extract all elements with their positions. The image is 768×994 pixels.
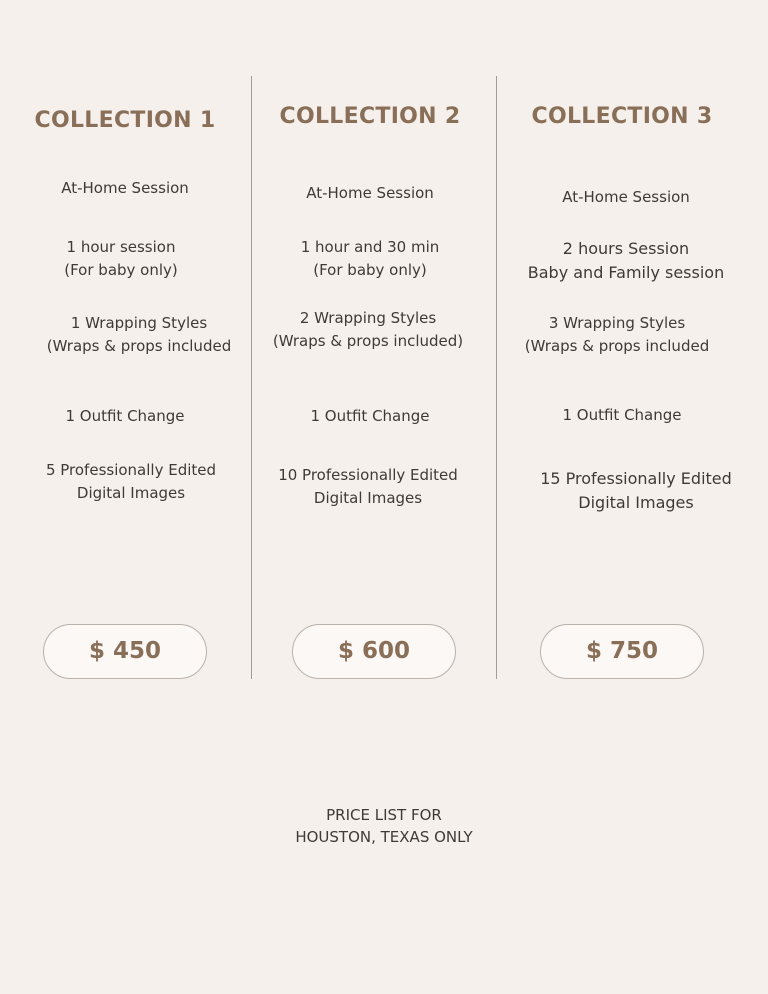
feature-session-type (501, 186, 751, 209)
collection-2 (245, 0, 495, 700)
feature-line: 3 Wrapping Styles (548, 314, 686, 332)
feature-line: At-Home Session (61, 179, 189, 197)
feature-wrapping-styles (492, 312, 742, 358)
feature-wrapping-styles (14, 312, 264, 358)
price-badge: $ 600 (292, 624, 456, 679)
feature-line: 10 Professionally Edited (278, 466, 458, 484)
feature-line: (Wraps & props included (46, 337, 232, 355)
feature-wrapping-styles (243, 307, 493, 353)
feature-outfit-change (245, 405, 495, 428)
feature-session-length (245, 236, 495, 282)
feature-line: 1 hour session (66, 238, 176, 256)
feature-line: (For baby only) (313, 261, 427, 279)
feature-line: 1 Wrapping Styles (70, 314, 208, 332)
collection-title: COLLECTION 1 (34, 108, 216, 133)
feature-line: 2 hours Session (562, 239, 690, 258)
feature-outfit-change (0, 405, 250, 428)
feature-line: 5 Professionally Edited (45, 461, 217, 479)
price-list-note-line-2: HOUSTON, TEXAS ONLY (295, 828, 473, 846)
feature-session-type (0, 177, 250, 200)
feature-line: 1 Outfit Change (562, 406, 682, 424)
feature-line: Digital Images (578, 493, 694, 512)
feature-session-length (501, 237, 751, 285)
price-list-note-line-1: PRICE LIST FOR (326, 806, 442, 824)
feature-line: Digital Images (313, 489, 423, 507)
collection-3 (497, 0, 747, 700)
price-list-note (0, 804, 768, 848)
feature-line: 15 Professionally Edited (540, 469, 732, 488)
feature-line: 1 hour and 30 min (300, 238, 440, 256)
feature-line: 1 Outfit Change (310, 407, 430, 425)
feature-line: Digital Images (76, 484, 186, 502)
feature-line: 2 Wrapping Styles (299, 309, 437, 327)
collection-title: COLLECTION 2 (279, 104, 461, 129)
feature-outfit-change (497, 404, 747, 427)
feature-edited-images (511, 467, 761, 515)
feature-line: 1 Outfit Change (65, 407, 185, 425)
feature-line: (Wraps & props included (524, 337, 710, 355)
feature-session-type (245, 182, 495, 205)
feature-edited-images (243, 464, 493, 510)
feature-session-length (0, 236, 246, 282)
price-badge: $ 750 (540, 624, 704, 679)
feature-line: At-Home Session (562, 188, 690, 206)
feature-line: Baby and Family session (527, 263, 725, 282)
feature-line: (For baby only) (64, 261, 178, 279)
feature-edited-images (6, 459, 256, 505)
collection-title: COLLECTION 3 (531, 104, 713, 129)
feature-line: At-Home Session (306, 184, 434, 202)
collection-1 (0, 0, 250, 700)
price-badge: $ 450 (43, 624, 207, 679)
feature-line: (Wraps & props included) (272, 332, 464, 350)
